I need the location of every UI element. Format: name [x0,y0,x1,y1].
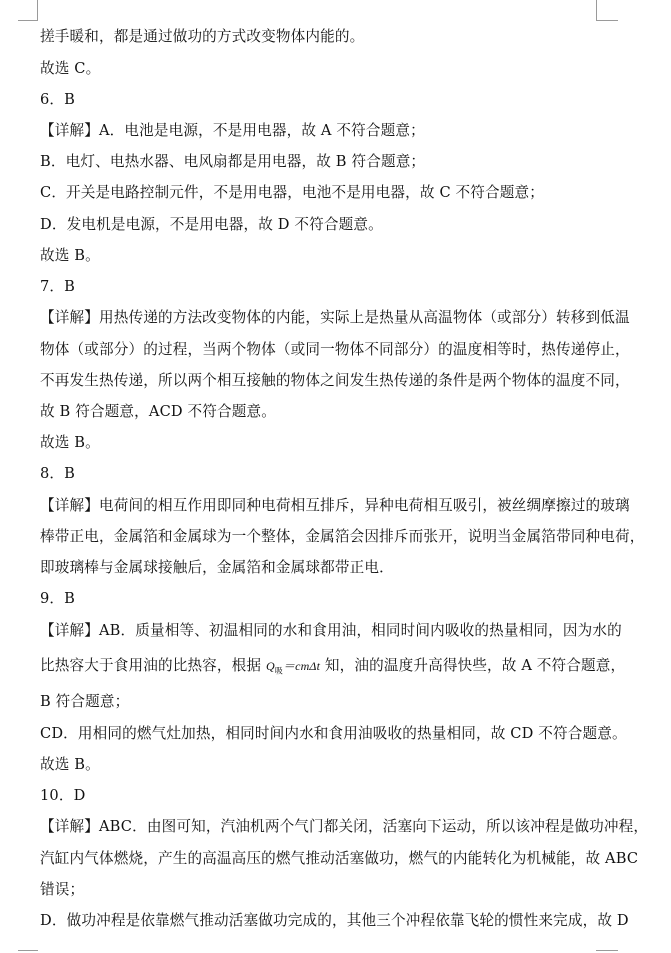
crop-mark-top-right-h [596,20,618,21]
formula-q: Q [265,659,275,673]
text-line: 不再发生热传递，所以两个相互接触的物体之间发生热传递的条件是两个物体的温度不同， [40,372,630,389]
crop-mark-top-left-h [18,20,38,21]
crop-mark-bottom-left-h [18,950,38,951]
text-line: 【详解】A．电池是电源，不是用电器，故 A 不符合题意； [40,122,425,139]
question-number: 9．B [40,590,76,607]
text-line: 【详解】ABC．由图可知，汽油机两个气门都关闭，活塞向下运动，所以该冲程是做功冲程， [40,818,649,835]
text-line: CD．用相同的燃气灶加热，相同时间内水和食用油吸收的热量相同，故 CD 不符合题意。 [40,725,627,742]
crop-mark-bottom-right-h [596,950,618,951]
question-number: 8．B [40,465,76,482]
heat-formula [265,659,321,676]
text-line: B．电灯、电热水器、电风扇都是用电器，故 B 符合题意； [40,153,426,170]
text-line: 故选 B。 [40,247,100,264]
text-line: 错误； [40,881,85,898]
formula-subscript: 吸 [274,666,283,676]
text-line: 【详解】AB．质量相等、初温相同的水和食用油，相同时间内吸收的热量相同，因为水的 [40,622,622,639]
text-line: 故选 B。 [40,756,100,773]
text-line: D．做功冲程是依靠燃气推动活塞做功完成的，其他三个冲程依靠飞轮的惯性来完成，故 D [40,912,629,929]
question-number: 7．B [40,278,76,295]
text-line: 【详解】用热传递的方法改变物体的内能，实际上是热量从高温物体（或部分）转移到低温 [40,309,630,326]
text-line: 故 B 符合题意，ACD 不符合题意。 [40,403,277,420]
text-line: 故选 C。 [40,60,101,77]
text-line: 故选 B。 [40,434,100,451]
text-segment: 知，油的温度升高得快些，故 A 不符合题意， [324,657,626,674]
text-line: D．发电机是电源，不是用电器，故 D 不符合题意。 [40,216,383,233]
text-line: 汽缸内气体燃烧，产生的高温高压的燃气推动活塞做功，燃气的内能转化为机械能，故 ABC [40,850,639,867]
text-line: 搓手暖和，都是通过做功的方式改变物体内能的。 [40,28,365,45]
text-line: 棒带正电，金属箔和金属球为一个整体，金属箔会因排斥而张开，说明当金属箔带同种电荷， [40,528,645,545]
text-segment: 比热容大于食用油的比热容，根据 [40,657,262,674]
text-line: 即玻璃棒与金属球接触后，金属箔和金属球都带正电． [40,559,394,576]
formula-rest: ＝cmΔt [282,659,321,673]
crop-mark-top-right-v [596,0,597,20]
text-line: 物体（或部分）的过程，当两个物体（或同一物体不同部分）的温度相等时，热传递停止， [40,341,630,358]
text-line: B 符合题意； [40,693,130,710]
question-number: 6．B [40,91,76,108]
text-line: 【详解】电荷间的相互作用即同种电荷相互排斥，异种电荷相互吸引，被丝绸摩擦过的玻璃 [40,497,630,514]
question-number: 10．D [40,787,86,804]
crop-mark-top-left-v [37,0,38,20]
text-line: C．开关是电路控制元件，不是用电器，电池不是用电器，故 C 不符合题意； [40,184,545,201]
text-line-with-formula [40,656,625,681]
